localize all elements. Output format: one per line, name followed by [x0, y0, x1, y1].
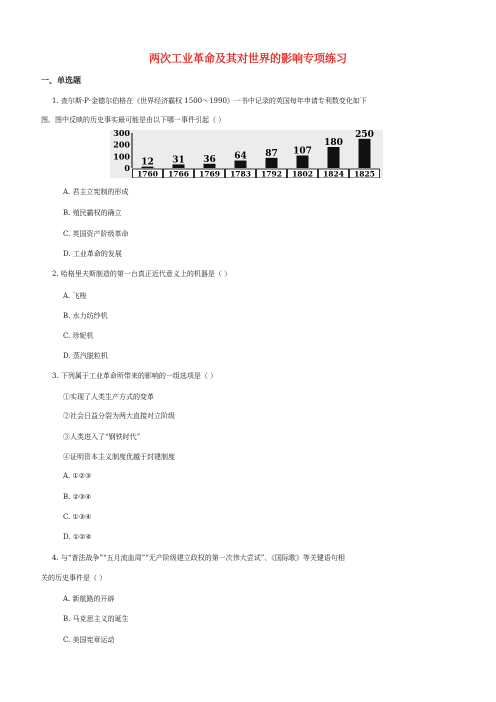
q2-option-d[interactable]: D. 蒸汽脱粒机	[63, 352, 108, 360]
bar-1824	[328, 147, 340, 168]
q3-statement-4: ④证明资本主义制度优越于封建制度	[63, 453, 175, 461]
section-heading: 一、单选题	[41, 75, 81, 85]
q1-option-c[interactable]: C. 英国资产阶级革命	[63, 230, 129, 238]
bar-value-label: 12	[141, 157, 154, 168]
bar-value-label: 87	[265, 148, 278, 159]
q3-statement-3: ③人类进入了“钢铁时代”	[63, 433, 141, 441]
x-tick-label: 1766	[168, 169, 189, 178]
q1-option-a[interactable]: A. 君主立宪制的形成	[63, 188, 129, 196]
question-2-stem: 2. 哈格里夫斯制造的第一台真正近代意义上的机器是（ ）	[52, 270, 232, 278]
question-4-stem: 4. 与“普法战争”“五月流血周”“无产阶级建立政权的第一次伟大尝试”、《国际歌》等关键语句相	[52, 554, 345, 562]
x-tick-label: 1760	[137, 169, 158, 178]
x-tick-label: 1825	[354, 169, 375, 178]
page-title: 两次工业革命及其对世界的影响专项练习	[149, 52, 347, 65]
patent-chart	[110, 130, 383, 178]
q2-option-a[interactable]: A. 飞梭	[63, 292, 87, 300]
y-tick-label: 0	[124, 163, 130, 173]
q1-option-d[interactable]: D. 工业革命的发展	[63, 250, 122, 258]
q2-option-b[interactable]: B. 水力纺纱机	[63, 312, 108, 320]
q4-option-c[interactable]: C. 美国宪章运动	[63, 636, 115, 644]
q4-option-b[interactable]: B. 马克思主义的诞生	[63, 615, 129, 623]
bar-value-label: 64	[234, 151, 247, 162]
x-tick-label: 1783	[230, 169, 251, 178]
x-tick-label: 1769	[199, 169, 220, 178]
q3-option-b[interactable]: B. ②③④	[63, 493, 92, 501]
y-tick-label: 100	[113, 151, 130, 162]
q2-option-c[interactable]: C. 珍妮机	[63, 332, 94, 340]
question-4-stem-cont: 关的历史事件是（ ）	[41, 574, 107, 582]
bar-value-label: 36	[203, 154, 216, 165]
bar-value-label: 250	[355, 130, 374, 140]
bar-1783	[235, 161, 247, 168]
bar-1802	[297, 156, 309, 168]
x-tick-label: 1802	[292, 169, 313, 178]
x-tick-label: 1824	[323, 169, 344, 178]
question-3-stem: 3. 下列属于工业革命所带来的影响的一组选项是（ ）	[52, 372, 218, 380]
q3-statement-1: ①实现了人类生产方式的变革	[63, 393, 154, 401]
question-1-stem-cont: 图。图中反映的历史事实最可能是由以下哪一事件引起（ ）	[41, 116, 226, 124]
q3-option-c[interactable]: C. ①③④	[63, 513, 92, 521]
bar-1792	[266, 158, 278, 168]
q3-option-a[interactable]: A. ①②③	[63, 472, 92, 480]
bar-1825	[359, 139, 371, 168]
question-1-stem: 1. 查尔斯·P·金德尔伯格在《世界经济霸权 1500～1990》一书中记录的英国每年申请专利数变化如下	[52, 97, 367, 105]
q3-statement-2: ②社会日益分裂为两大直接对立阶级	[63, 412, 175, 420]
bar-value-label: 107	[293, 146, 312, 157]
x-tick-label: 1792	[261, 169, 282, 178]
bar-value-label: 180	[324, 138, 343, 148]
q3-option-d[interactable]: D. ①②④	[63, 533, 92, 541]
q4-option-a[interactable]: A. 新航路的开辟	[63, 595, 115, 603]
bar-value-label: 31	[172, 155, 185, 166]
y-tick-label: 200	[113, 139, 130, 150]
q1-option-b[interactable]: B. 殖民霸权的确立	[63, 209, 122, 217]
y-tick-label: 300	[113, 130, 130, 138]
